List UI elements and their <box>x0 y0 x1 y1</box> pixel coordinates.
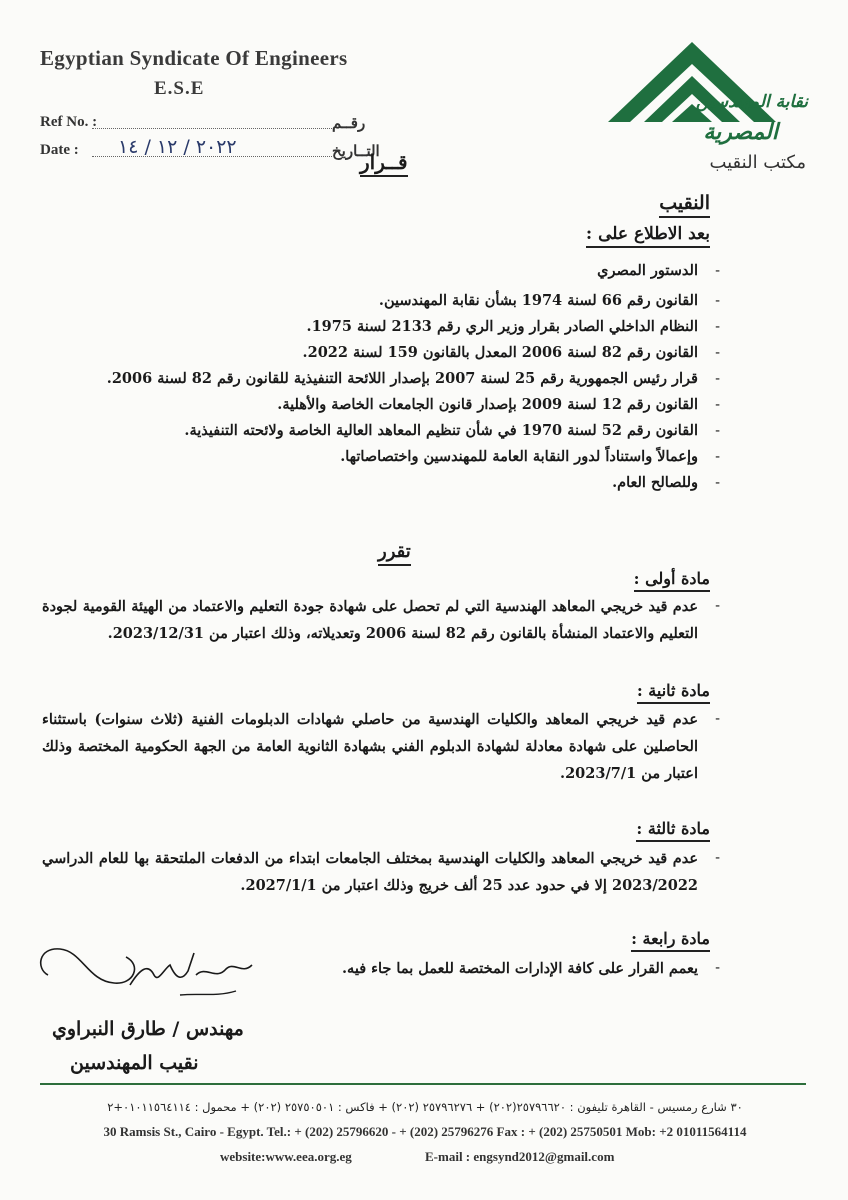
date-label: Date : <box>40 142 79 158</box>
org-name: Egyptian Syndicate Of Engineers <box>40 46 348 70</box>
ref-label-ar: رقــم <box>332 116 366 132</box>
list-item: - وإعمالاً واستناداً لدور النقابة العامة للمهندسين واختصاصاتها. <box>340 448 720 465</box>
article-1-text: - عدم قيد خريجي المعاهد الهندسية التي لم تحصل على شهادة جودة التعليم والاعتماد من الهيئة القومية لجودة التعليم والاعتماد المنشأة بالقانون رقم 82 لسنة 2006 وتعديلاته، وذلك اعتبار من 2023/12/31. <box>42 598 720 642</box>
resolved-heading: تقرر <box>378 540 411 566</box>
logo-text-office: مكتب النقيب <box>709 152 806 173</box>
handwritten-signature <box>30 935 260 1015</box>
article-4-heading: مادة رابعة : <box>631 928 710 952</box>
article-4-text: - يعمم القرار على كافة الإدارات المختصة للعمل بما جاء فيه. <box>342 960 720 977</box>
issuer-heading: النقيب <box>659 190 710 218</box>
ref-row <box>40 114 400 134</box>
signatory-name: مهندس / طارق النبراوي <box>52 1018 244 1040</box>
article-2-heading: مادة ثانية : <box>637 680 710 704</box>
signatory-title: نقيب المهندسين <box>70 1052 199 1074</box>
syndicate-logo <box>608 30 808 190</box>
list-item: - القانون رقم 66 لسنة 1974 بشأن نقابة المهندسين. <box>378 292 720 309</box>
article-2-text: - عدم قيد خريجي المعاهد والكليات الهندسية من حاصلي شهادات الدبلومات الفنية (ثلاث سنوات) باستثناء الحاصلين على شهادة معادلة لشهادة الدبلوم الفني بشهادة الثانوية العامة من الجهة الحكومية المختصة وذلك اعتبار من 2023/7/1. <box>42 711 720 782</box>
footer-divider <box>40 1083 806 1085</box>
list-item: - النظام الداخلي الصادر بقرار وزير الري رقم 2133 لسنة 1975. <box>306 318 720 335</box>
footer-address-en: 30 Ramsis St., Cairo - Egypt. Tel.: + (202) 25796620 - + (202) 25796276 Fax : + (202) 25750501 Mob: +2 01011564114 <box>103 1124 747 1139</box>
logo-text-egyptian: المصرية <box>703 120 778 145</box>
list-item: - القانون رقم 52 لسنة 1970 في شأن تنظيم المعاهد العالية الخاصة ولائحته التنفيذية. <box>184 422 720 439</box>
references-list <box>40 258 720 496</box>
decision-title: قــرار <box>360 150 408 177</box>
article-3-text: - عدم قيد خريجي المعاهد والكليات الهندسية بمختلف الجامعات ابتداء من الدفعات الملتحقة بها للعام الدراسي 2023/2022 إلا في حدود عدد 25 ألف خريج وذلك اعتبار من 2027/1/1. <box>42 850 720 894</box>
org-abbreviation: E.S.E <box>154 78 205 99</box>
ref-label: Ref No. : <box>40 114 98 130</box>
list-item: - الدستور المصري <box>597 262 720 279</box>
footer-website-link[interactable]: website:www.eea.org.eg <box>220 1149 352 1164</box>
list-item: - وللصالح العام. <box>612 474 720 491</box>
list-item: - القانون رقم 12 لسنة 2009 بإصدار قانون الجامعات الخاصة والأهلية. <box>277 396 720 413</box>
logo-text-syndicate: نقابة المهندسين <box>695 92 808 112</box>
ref-dotted-line <box>92 128 332 129</box>
list-item: - القانون رقم 82 لسنة 2006 المعدل بالقانون 159 لسنة 2022. <box>302 344 720 361</box>
footer-address-ar: ٣٠ شارع رمسيس - القاهرة تليفون : ٢٥٧٩٦٦٢٠(٢٠٢) + ٢٥٧٩٦٢٧٦ (٢٠٢) + فاكس : ٢٥٧٥٠٥٠١ (٢٠٢) + محمول : ٠١٠١١٥٦٤١١٤+٢ <box>107 1100 743 1114</box>
article-3-heading: مادة ثالثة : <box>636 818 710 842</box>
preamble-heading: بعد الاطلاع على : <box>586 222 710 248</box>
list-item: - قرار رئيس الجمهورية رقم 25 لسنة 2007 بإصدار اللائحة التنفيذية للقانون رقم 82 لسنة 2006. <box>106 370 720 387</box>
date-value: ٢٠٢٢ / ١٢ / ١٤ <box>118 136 237 158</box>
article-1-heading: مادة أولى : <box>634 568 710 592</box>
footer-email-link[interactable]: E-mail : engsynd2012@gmail.com <box>425 1149 615 1164</box>
date-row <box>40 136 400 162</box>
date-label-ar: التــاريخ <box>332 144 380 160</box>
